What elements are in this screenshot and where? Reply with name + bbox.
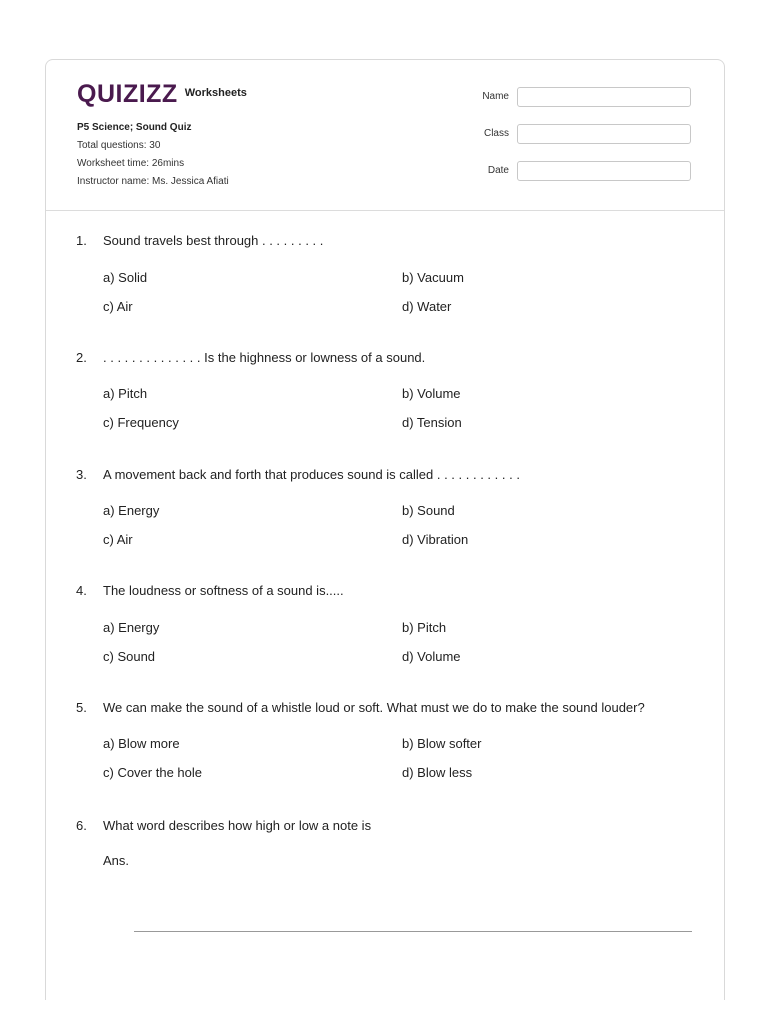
brand-logo [77,80,247,109]
question-text: A movement back and forth that produces sound is called . . . . . . . . . . . . [103,467,520,482]
option-b: b) Pitch [402,620,447,635]
total-questions: Total questions: 30 [77,140,161,151]
question-text: The loudness or softness of a sound is..... [103,583,344,598]
question-number: 6. [76,818,87,833]
question-1 [76,233,696,314]
option-a: a) Energy [103,503,160,518]
option-d: d) Vibration [402,532,469,547]
worksheet-header [46,60,724,211]
answer-label: Ans. [103,853,130,868]
option-b: b) Blow softer [402,736,482,751]
question-number: 1. [76,233,87,248]
question-number: 2. [76,350,87,365]
class-field[interactable] [517,124,691,144]
question-text: Sound travels best through . . . . . . . . . [103,233,324,248]
question-5 [76,700,696,780]
option-c: c) Air [103,532,133,547]
worksheet-time: Worksheet time: 26mins [77,158,185,169]
question-number: 4. [76,583,87,598]
option-a: a) Pitch [103,386,148,401]
question-4 [76,583,696,664]
worksheet-page [45,59,725,1000]
worksheet-meta [77,119,229,191]
quizizz-logo: QUIZIZZ [77,80,178,108]
date-label: Date [487,165,509,176]
name-field[interactable] [517,87,691,107]
option-d: d) Tension [402,415,462,430]
option-b: b) Sound [402,503,455,518]
option-c: c) Frequency [103,415,179,430]
logo-subtitle: Worksheets [184,87,247,99]
question-6 [76,818,696,868]
option-c: c) Cover the hole [103,765,202,780]
worksheet-title: P5 Science; Sound Quiz [77,122,192,133]
question-text: What word describes how high or low a note is [103,818,372,833]
option-a: a) Blow more [103,736,180,751]
instructor-name: Instructor name: Ms. Jessica Afiati [77,176,229,187]
option-d: d) Water [402,299,452,314]
question-text: . . . . . . . . . . . . . . Is the highness or lowness of a sound. [103,350,426,365]
answer-line[interactable] [134,931,692,932]
question-2 [76,350,696,430]
option-b: b) Vacuum [402,270,464,285]
question-number: 5. [76,700,87,715]
class-label: Class [483,128,509,139]
name-label: Name [482,91,509,102]
question-3 [76,467,696,547]
option-c: c) Air [103,299,133,314]
date-field[interactable] [517,161,691,181]
option-d: d) Volume [402,649,461,664]
option-a: a) Solid [103,270,148,285]
question-text: We can make the sound of a whistle loud or soft. What must we do to make the sound louder? [103,700,645,715]
option-c: c) Sound [103,649,156,664]
option-d: d) Blow less [402,765,473,780]
question-number: 3. [76,467,87,482]
option-a: a) Energy [103,620,160,635]
option-b: b) Volume [402,386,461,401]
